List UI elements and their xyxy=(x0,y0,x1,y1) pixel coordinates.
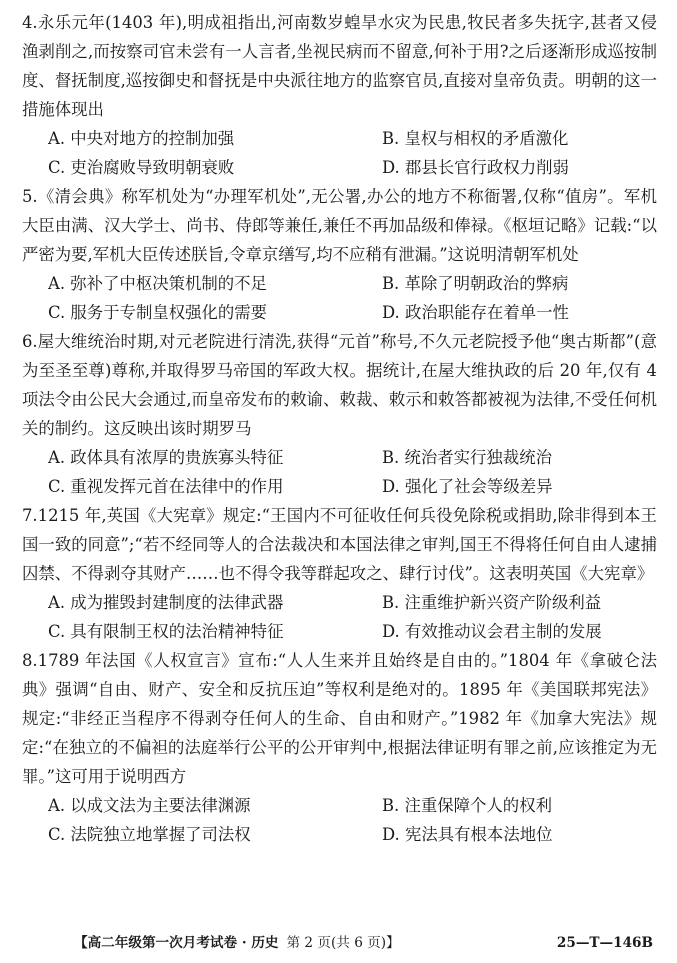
answer-options xyxy=(22,269,657,327)
option-d[interactable]: D. 强化了社会等级差异 xyxy=(382,477,553,496)
answer-options xyxy=(22,124,657,182)
option-a[interactable]: A. 以成文法为主要法律渊源 xyxy=(48,796,251,815)
option-b[interactable]: B. 革除了明朝政治的弊病 xyxy=(382,274,569,293)
question-4 xyxy=(22,8,657,182)
option-c[interactable]: C. 吏治腐败导致明朝衰败 xyxy=(48,158,235,177)
question-stem: 8.1789 年法国《人权宣言》宣布:“人人生来并且始终是自由的。”1804 年《拿破仑法典》强调“自由、财产、安全和反抗压迫”等权利是绝对的。1895 年《美国联邦宪法》规定:“非经正当程序不得剥夺任何人的生命、自由和财产。”1982 年《加拿大宪法》规定:“在独立的不偏袒的法庭举行公平的公开审判中,根据法律证明有罪之前,应该推定为无罪。”这可用于说明西方 xyxy=(22,651,657,786)
answer-options xyxy=(22,791,657,849)
question-stem: 7.1215 年,英国《大宪章》规定:“王国内不可征收任何兵役免除税或捐助,除非得到本王国一致的同意”;“若不经同等人的合法裁决和本国法律之审判,国王不得将任何自由人逮捕囚禁、不得剥夺其财产……也不得令我等群起攻之、肆行讨伐”。这表明英国《大宪章》 xyxy=(22,506,657,583)
question-8 xyxy=(22,646,657,849)
exam-title: 【高二年级第一次月考试卷 · 历史 xyxy=(74,935,279,951)
option-d[interactable]: D. 政治职能存在着单一性 xyxy=(382,303,569,322)
page-footer xyxy=(0,932,677,954)
option-b[interactable]: B. 注重保障个人的权利 xyxy=(382,796,552,815)
option-d[interactable]: D. 有效推动议会君主制的发展 xyxy=(382,622,602,641)
option-c[interactable]: C. 具有限制王权的法治精神特征 xyxy=(48,622,284,641)
option-b[interactable]: B. 注重维护新兴资产阶级利益 xyxy=(382,593,602,612)
question-stem: 5.《清会典》称军机处为“办理军机处”,无公署,办公的地方不称衙署,仅称“值房”。军机大臣由满、汉大学士、尚书、侍郎等兼任,兼任不再加品级和俸禄。《枢垣记略》记载:“以严密为要,军机大臣传述朕旨,令章京缮写,均不应稍有泄漏。”这说明清朝军机处 xyxy=(22,187,657,264)
option-c[interactable]: C. 重视发挥元首在法律中的作用 xyxy=(48,477,284,496)
answer-options xyxy=(22,588,657,646)
option-d[interactable]: D. 郡县长官行政权力削弱 xyxy=(382,158,569,177)
answer-options xyxy=(22,443,657,501)
option-b[interactable]: B. 统治者实行独裁统治 xyxy=(382,448,552,467)
option-c[interactable]: C. 服务于专制皇权强化的需要 xyxy=(48,303,268,322)
question-7 xyxy=(22,501,657,646)
question-stem: 6.屋大维统治时期,对元老院进行清洗,获得“元首”称号,不久元老院授予他“奥古斯都”(意为至圣至尊)尊称,并取得罗马帝国的军政大权。据统计,在屋大维执政的后 20 年,仅有 4 项法令由公民大会通过,而皇帝发布的敕谕、敕裁、敕示和敕答都被视为法律,不受任何机关的制约。这反映出该时期罗马 xyxy=(22,332,657,438)
question-6 xyxy=(22,327,657,501)
question-stem: 4.永乐元年(1403 年),明成祖指出,河南数岁蝗旱水灾为民患,牧民者多失抚字,甚者又侵渔剥削之,而按察司官未尝有一人言者,坐视民病而不留意,何补于用?之后逐渐形成巡按制度、督抚制度,巡按御史和督抚是中央派往地方的监察官员,直接对皇帝负责。明朝的这一措施体现出 xyxy=(22,13,657,119)
paper-code: 25—T—146B xyxy=(556,935,653,951)
option-b[interactable]: B. 皇权与相权的矛盾激化 xyxy=(382,129,569,148)
option-a[interactable]: A. 中央对地方的控制加强 xyxy=(48,129,235,148)
option-c[interactable]: C. 法院独立地掌握了司法权 xyxy=(48,825,251,844)
option-a[interactable]: A. 弥补了中枢决策机制的不足 xyxy=(48,274,267,293)
option-d[interactable]: D. 宪法具有根本法地位 xyxy=(382,825,553,844)
footer-left xyxy=(74,932,400,954)
page-number: 第 2 页(共 6 页)】 xyxy=(286,935,400,951)
option-a[interactable]: A. 政体具有浓厚的贵族寡头特征 xyxy=(48,448,284,467)
option-a[interactable]: A. 成为摧毁封建制度的法律武器 xyxy=(48,593,284,612)
question-5 xyxy=(22,182,657,327)
